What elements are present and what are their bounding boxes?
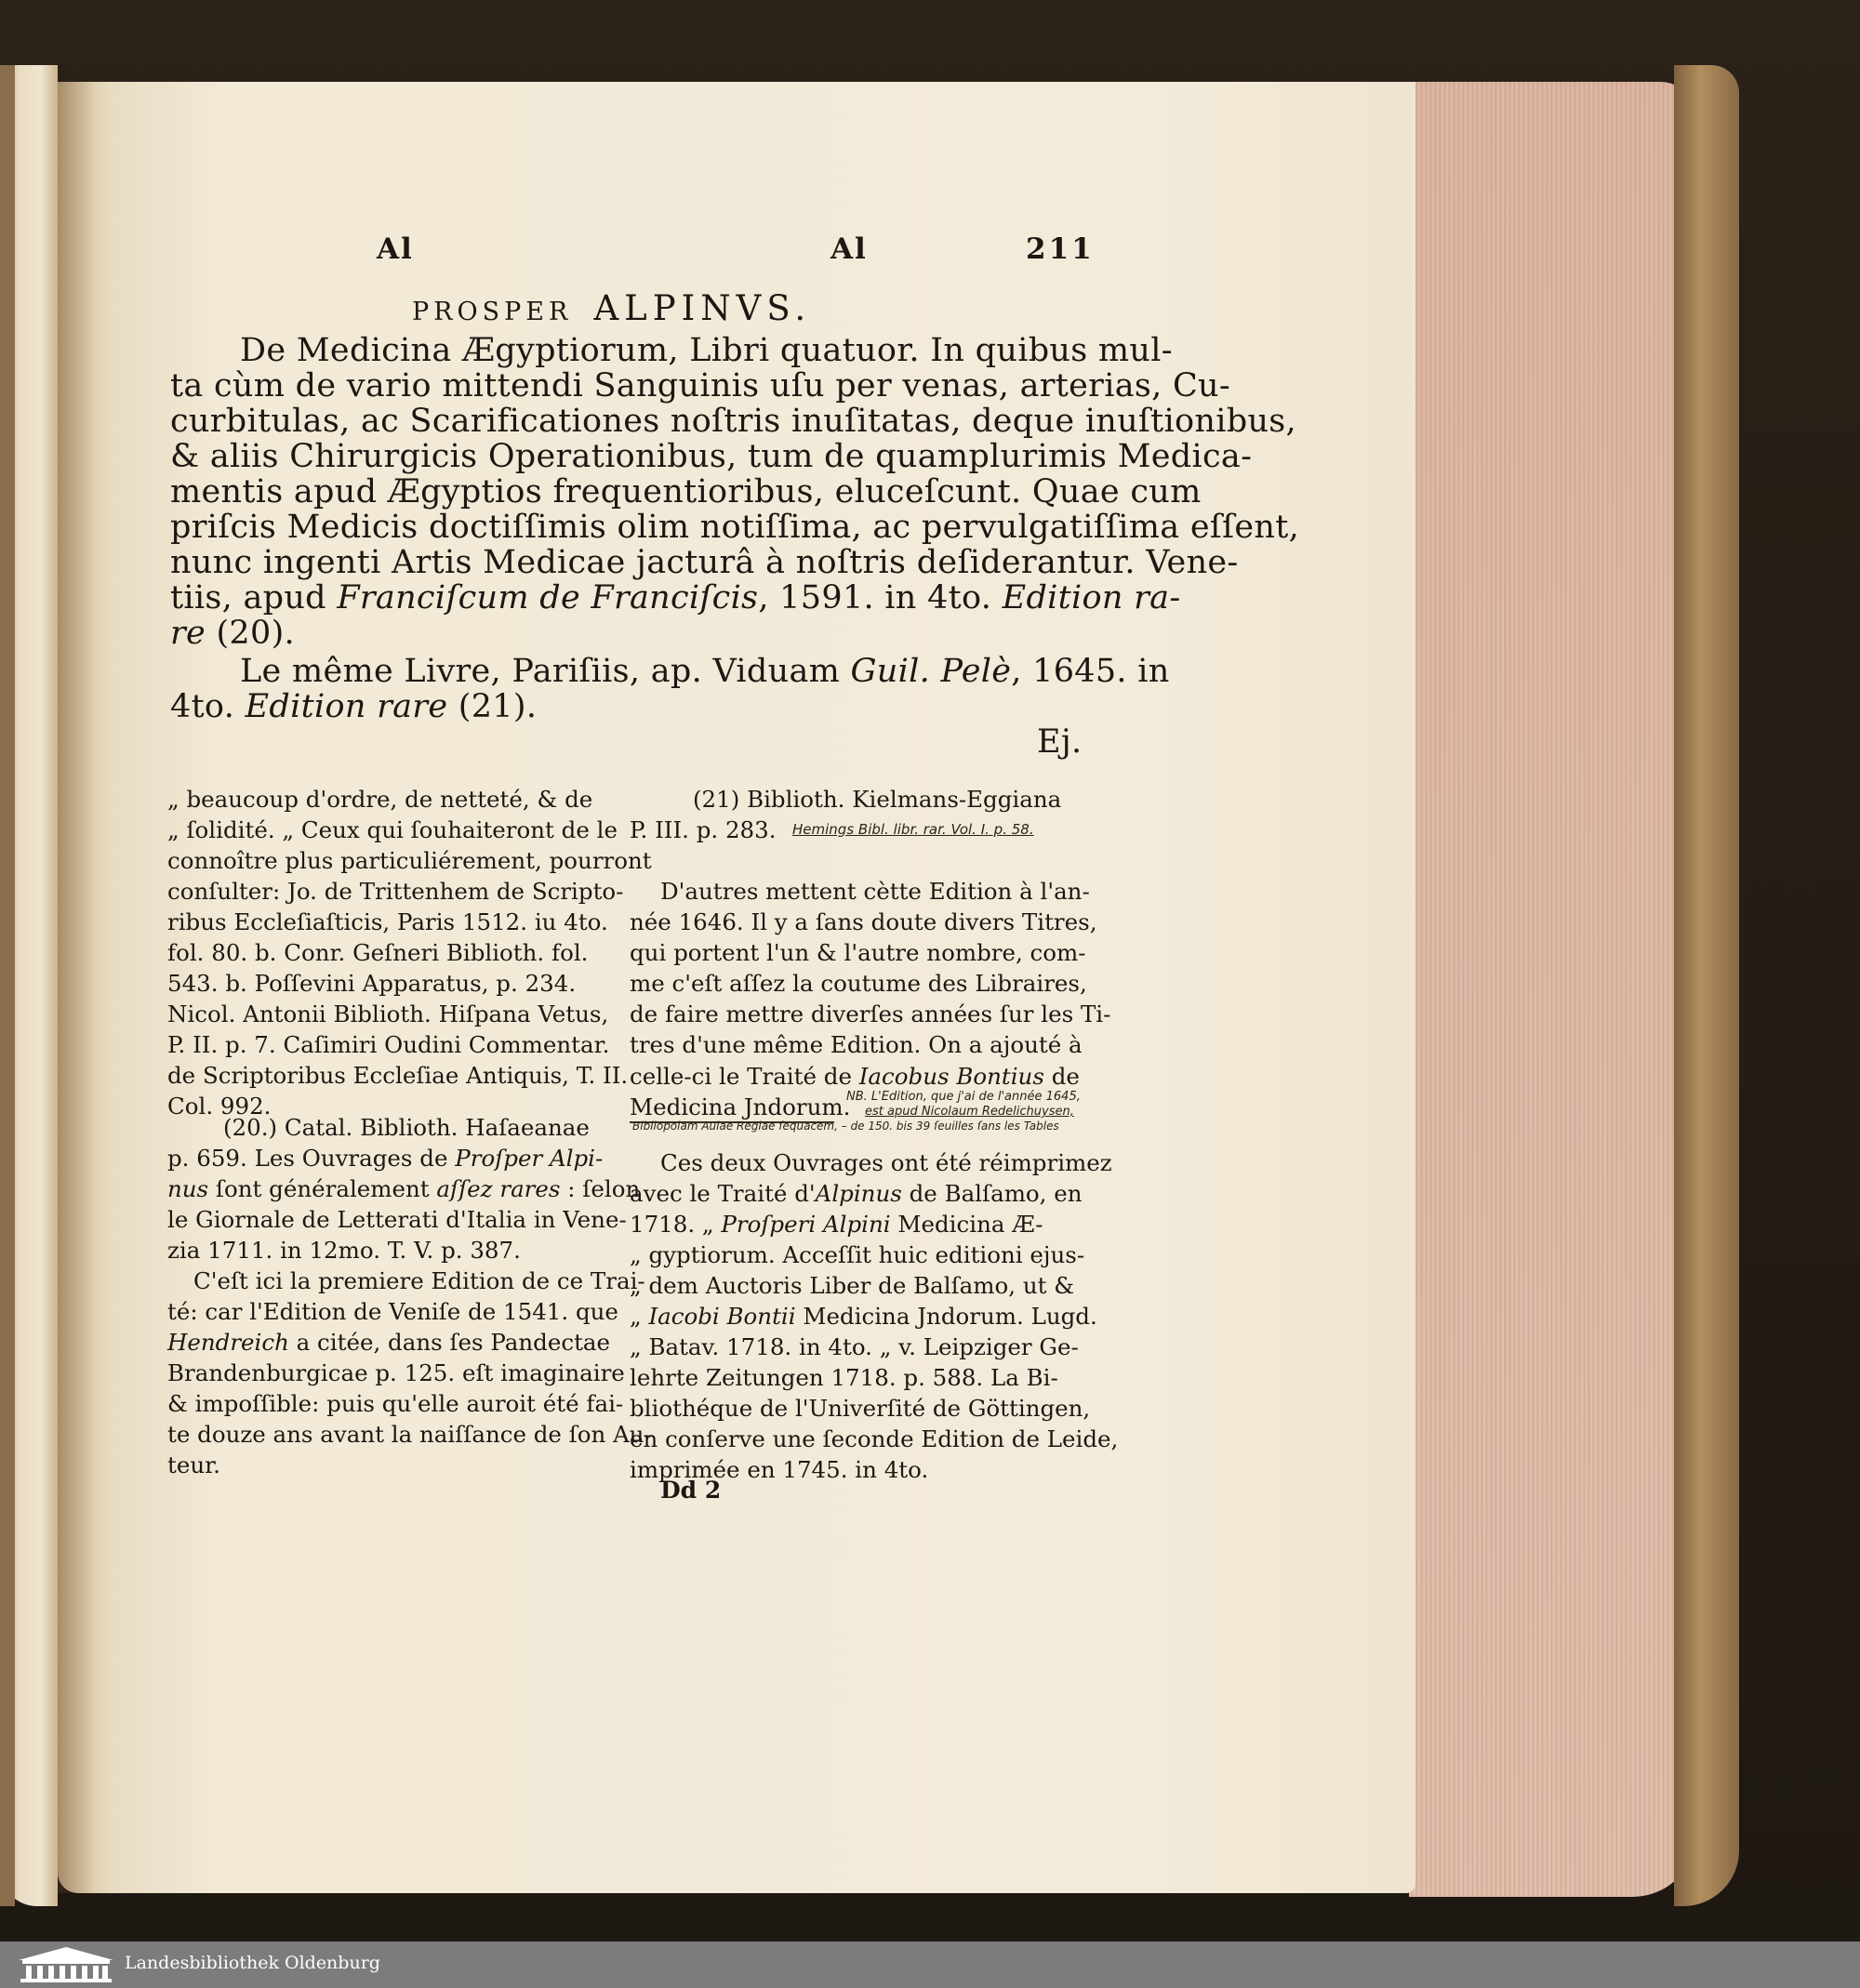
publisher-name: Guil. Pelè — [850, 653, 1012, 690]
text: a citée, dans ſes Pandectae — [288, 1329, 611, 1356]
main-line-6: priſcis Medicis doctiſſimis olim notiſſima, ac pervulgatiſſima eſſent, — [170, 509, 1299, 546]
right-b-line-5: „ dem Auctoris Liber de Balſamo, ut & — [630, 1272, 1075, 1299]
rightA-line-5: de faire mettre diverſes années ſur les Ti- — [630, 1001, 1111, 1027]
rightB-line-4: en conſerve une ſeconde Edition de Leide, — [630, 1425, 1119, 1452]
rightA-line-2: née 1646. Il y a ſans doute divers Titres, — [630, 908, 1097, 935]
book-cover-edge — [1674, 65, 1739, 1906]
text: avec le Traité d' — [630, 1180, 816, 1207]
text: „ — [630, 1303, 649, 1330]
rightB-line-5: imprimée en 1745. in 4to. — [630, 1456, 929, 1483]
running-head-left: Al — [377, 232, 414, 266]
right-b-line-3 — [630, 1211, 1043, 1238]
main-line-2: ta cùm de vario mittendi Sanguinis uſu per venas, arterias, Cu- — [170, 367, 1231, 404]
author-name: Iacobus Bontius — [858, 1063, 1044, 1090]
main-line-9 — [170, 615, 295, 652]
right-a-line-8: Medicina Jndorum. — [630, 1093, 851, 1120]
left-b-line-2: té: car l'Edition de Veniſe de 1541. que — [167, 1298, 618, 1325]
text: tiis, apud — [170, 579, 338, 616]
main-line-1: De Medicina Ægyptiorum, Libri quatuor. In quibus mul- — [240, 332, 1173, 369]
text: : ſelon — [560, 1175, 641, 1202]
title-first-name: PROSPER — [412, 298, 573, 326]
note-21-line-1: (21) Biblioth. Kielmans-Eggiana — [693, 786, 1062, 813]
text: celle-ci le Traité de — [630, 1063, 859, 1090]
footer-institution-name: Landesbibliothek Oldenburg — [125, 1953, 380, 1973]
author-name: Iacobi Bontii — [648, 1303, 796, 1330]
text: de Balſamo, en — [901, 1180, 1083, 1207]
right-b-line-4: „ gyptiorum. Acceſſit huic editioni ejus- — [630, 1241, 1085, 1268]
note-20-line-2 — [167, 1145, 603, 1172]
handwritten-annotation-2c: Bibliopolam Aulae Regiae ſequacem, – de 150. bis 39 ſeuilles ſans les Tables — [632, 1120, 1059, 1133]
text: 4to. — [170, 688, 246, 725]
rightB-line-3: bliothéque de l'Univerſité de Göttingen, — [630, 1395, 1091, 1422]
text: ſont généralement — [208, 1175, 437, 1202]
main-line-11 — [170, 688, 537, 725]
main-line-10 — [240, 653, 1170, 690]
handwritten-annotation-2b: est apud Nicolaum Redelichuysen, — [865, 1105, 1074, 1119]
leftA-line-5: ribus Eccleſiaſticis, Paris 1512. iu 4to. — [167, 908, 608, 935]
main-line-3: curbitulas, ac Scarificationes noſtris inuſitatas, deque inuſtionibus, — [170, 403, 1296, 440]
leftA-line-8: Nicol. Antonii Biblioth. Hiſpana Vetus, — [167, 1001, 609, 1027]
note-20-line-4: le Giornale de Letterati d'Italia in Vene- — [167, 1206, 627, 1233]
author-name: Alpinus — [815, 1180, 902, 1207]
text: , 1645. in — [1011, 653, 1170, 690]
edition-note: Edition ra- — [1002, 579, 1181, 616]
leftA-line-3: connoître plus particuliérement, pourront — [167, 847, 652, 874]
rightB-line-1: „ Batav. 1718. in 4to. „ v. Leipziger Ge- — [630, 1333, 1079, 1360]
text: Medicina Jndorum. Lugd. — [795, 1303, 1097, 1330]
leftA-line-11: Col. 992. — [167, 1093, 272, 1120]
main-line-8 — [170, 579, 1180, 616]
text: p. 659. Les Ouvrages de — [167, 1145, 456, 1172]
note-20-line-3 — [167, 1175, 640, 1202]
note-21-line-2: P. III. p. 283. — [630, 816, 777, 843]
left-cover-edge — [0, 65, 15, 1906]
entry-title — [412, 288, 811, 328]
signature-mark: Dd 2 — [660, 1477, 722, 1504]
note-20-line-5: zia 1711. in 12mo. T. V. p. 387. — [167, 1237, 521, 1264]
handwritten-annotation-2a: NB. L'Edition, que j'ai de l'année 1645, — [846, 1090, 1081, 1104]
footnote-ref: (21). — [447, 688, 538, 725]
page-number: 211 — [1026, 232, 1095, 266]
leftA-line-7: 543. b. Poſſevini Apparatus, p. 234. — [167, 970, 577, 997]
page-gutter-shadow — [58, 82, 95, 1893]
rightA-line-3: qui portent l'un & l'autre nombre, com- — [630, 939, 1086, 966]
leftA-line-6: fol. 80. b. Conr. Geſneri Biblioth. fol. — [167, 939, 589, 966]
publisher-name: Franciſcum de Franciſcis — [337, 579, 759, 616]
rightA-line-6: tres d'une même Edition. On a ajouté à — [630, 1031, 1083, 1058]
main-line-5: mentis apud Ægyptios frequentioribus, eluceſcunt. Quae cum — [170, 473, 1202, 510]
right-a-line-7 — [630, 1063, 1080, 1090]
author-name: nus — [167, 1175, 209, 1202]
edition-note: re — [170, 615, 206, 652]
text: Medicina Æ- — [890, 1211, 1043, 1238]
edition-note: Edition rare — [245, 688, 448, 725]
text: , 1591. in 4to. — [758, 579, 1003, 616]
page-edges — [1409, 82, 1697, 1897]
left-b-line-7: teur. — [167, 1451, 220, 1478]
leftA-line-9: P. II. p. 7. Caſimiri Oudini Commentar. — [167, 1031, 610, 1058]
main-line-4: & aliis Chirurgicis Operationibus, tum de quamplurimis Medica- — [170, 438, 1253, 475]
left-b-line-5: & impoſſible: puis qu'elle auroit été fai- — [167, 1390, 624, 1417]
title-last-name: ALPINVS. — [593, 288, 812, 328]
handwritten-annotation-1: Hemings Bibl. libr. rar. Vol. I. p. 58. — [792, 821, 1034, 838]
left-b-line-6: te douze ans avant la naiſſance de ſon Au- — [167, 1421, 652, 1448]
note-20-line-1: (20.) Catal. Biblioth. Haſaeanae — [223, 1114, 590, 1141]
author-name: Hendreich — [167, 1329, 289, 1356]
text: de — [1043, 1063, 1080, 1090]
author-name: Proſper Alpi- — [455, 1145, 604, 1172]
leftA-line-1: „ beaucoup d'ordre, de netteté, & de — [167, 786, 593, 813]
footnote-ref: (20). — [206, 615, 295, 652]
text: 1718. „ — [630, 1211, 722, 1238]
leftA-line-10: de Scriptoribus Eccleſiae Antiquis, T. II. — [167, 1062, 629, 1089]
main-line-7: nunc ingenti Artis Medicae jacturâ à noſtris deſiderantur. Vene- — [170, 544, 1239, 581]
library-building-icon — [15, 1943, 117, 1984]
rightA-line-1: D'autres mettent cètte Edition à l'an- — [660, 878, 1090, 905]
catchword: Ej. — [1037, 723, 1083, 761]
author-name: Proſperi Alpini — [721, 1211, 891, 1238]
rightA-line-4: me c'eſt aſſez la coutume des Libraires, — [630, 970, 1087, 997]
right-b-line-6 — [630, 1303, 1097, 1330]
rightB-line-2: lehrte Zeitungen 1718. p. 588. La Bi- — [630, 1364, 1058, 1391]
running-head-center: Al — [830, 232, 868, 266]
left-b-line-1: C'eſt ici la premiere Edition de ce Trai- — [193, 1267, 645, 1294]
emphasis: aſſez rares — [436, 1175, 561, 1202]
left-b-line-4: Brandenburgicae p. 125. eſt imaginaire — [167, 1359, 625, 1386]
text: Le même Livre, Pariſiis, ap. Viduam — [240, 653, 851, 690]
right-b-line-2 — [630, 1180, 1083, 1207]
leftA-line-2: „ ſolidité. „ Ceux qui ſouhaiteront de le — [167, 816, 618, 843]
left-b-line-3 — [167, 1329, 610, 1356]
leftA-line-4: conſulter: Jo. de Trittenhem de Scripto- — [167, 878, 624, 905]
right-b-line-1: Ces deux Ouvrages ont été réimprimez — [660, 1149, 1112, 1176]
